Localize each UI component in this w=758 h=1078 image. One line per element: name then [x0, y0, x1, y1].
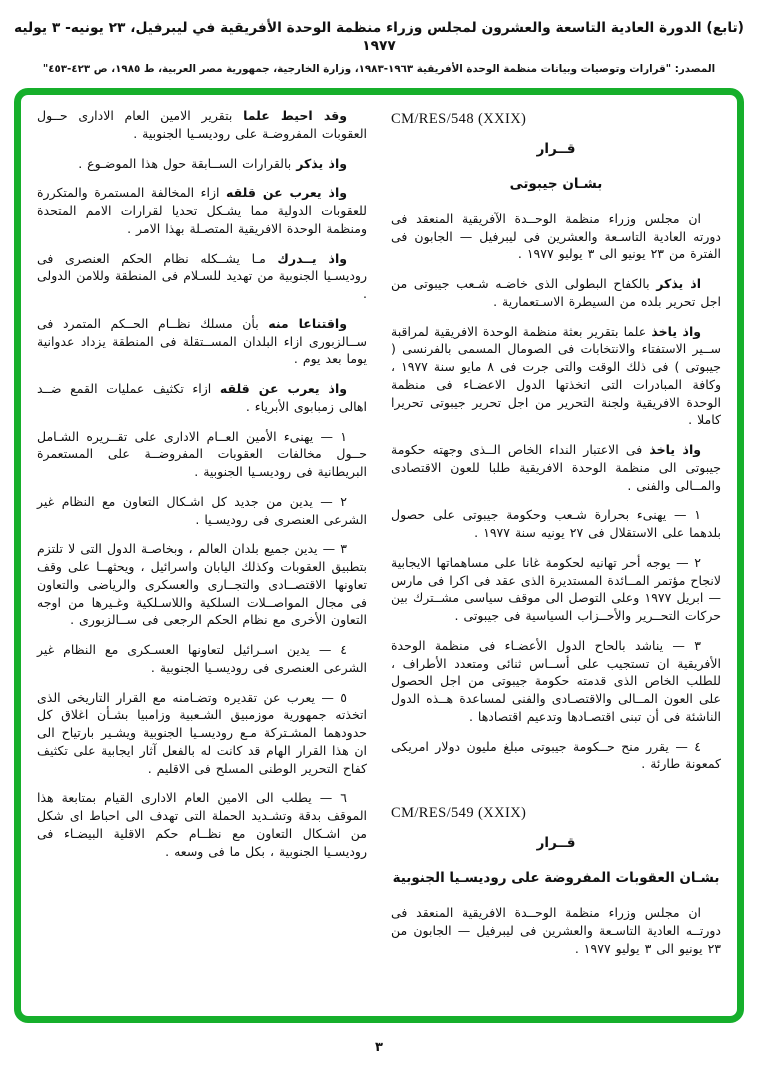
paragraph-lead: وقد احيط علما [243, 108, 347, 123]
paragraph-lead: واذ يــدرك [277, 250, 347, 266]
paragraph: ٣ — يناشد بالحاح الدول الأعضـاء فى منظمة الوحدة الأفريقية ان تستجيب على أســاس ثنائى ومتعدد الأطراف ، للطلب الخاص الذى قدمته حكومة جيبوتى من اجل الحصول على العون المــالى والاقتصـادى والفنى لمساعدة هــذه الدول الناشئة فى أن تبنى اقتصـادها وتدعيم اقتصادها . [391, 637, 721, 724]
paragraph: ان مجلس وزراء منظمة الوحــدة الآفريقية المنعقد فى دورته العادية التاسـعة والعشرين فى ليبرفيل — الجابون فى الفترة من ٢٣ يونيو الى ٣ يوليو ١٩٧٧ . [391, 210, 721, 262]
page-number: ٣ [375, 1040, 383, 1055]
paragraph: ١ — يهنىء بحرارة شـعب وحكومة جيبوتى على حصول بلدهما على الاستقلال فى ٢٧ يونيه سنة ١٩٧٧ . [391, 507, 721, 541]
header-source-line: المصدر: "قرارات وتوصيات وبيانات منظمة الوحدة الأفريقية ١٩٦٣-١٩٨٣، وزارة الخارجية، جمهورية مصر العربية، ط ١٩٨٥، ص ٤٢٣-٤٥٣" [42, 62, 716, 75]
document-body [21, 95, 737, 1016]
paragraph: واذ يعرب عن قلقه ازاء تكثيف عمليات القمع ضــد اهالى زمبابوى الأبرياء . [37, 381, 367, 414]
paragraph: ٤ — يقرر منح حــكومة جيبوتى مبلغ مليون دولار امريكى كمعونة طارئة . [391, 738, 721, 772]
paragraph: واذ ياخذ فى الاعتبار النداء الخاص الــذى وجهته حكومة جيبوتى الى منظمة الوحدة الافريقية طلبا للعون الاقتصادى والمــالى والفنى . [391, 442, 721, 493]
paragraph: واذ ياخذ علما بتقرير بعثة منظمة الوحدة الافريقية لمراقبة ســير الاستفتاء والانتخابات فى الصومال المسمى بالفرنسى ( جيبوتى ) فى ذلك الوقت والتى جرت فى ٨ مايو سنة ١٩٧٧ ، وكافة المبادرات التى اتخذتها الدول الاعضـاء فى منظمة الوحدة الافريقية ولجنة التحرير من اجل تحرير جيبوتى تحريرا كاملا . [391, 323, 721, 428]
paragraph: ٦ — يطلب الى الامين العام الادارى القيام بمتابعة هذا الموقف بدقة وتشـديد الحملة التى تهدف الى احباط اى شكل من اشـكال التعاون مع نظــام حكم الاقلية البيضـاء فى روديسـيا الجنوبية ، بكل ما فى وسعه . [37, 790, 367, 859]
paragraph: ٤ — يدين اسـرائيل لتعاونها العسـكرى مع النظام غير الشرعى العنصرى فى روديسـيا الجنوبية . [37, 642, 367, 675]
left-column [37, 107, 367, 1008]
paragraph: ان مجلس وزراء منظمة الوحــدة الافريقية المنعقد فى دورتــه العادية التاسـعة والعشرين فى ليبرفيل — الجابون من ٢٣ يونيو الى ٣ يوليو ١٩٧٧ . [391, 905, 721, 956]
page-header [0, 20, 758, 75]
paragraph-lead: واذ يعرب عن قلقه [219, 381, 348, 396]
resolution-heading: قــرار [536, 140, 576, 157]
green-border-frame [14, 88, 744, 1023]
paragraph: ٥ — يعرب عن تقديره وتضـامنه مع القرار التاريخى الذى اتخذته جمهورية موزمبيق الشـعبية وزامبيا بشـأن اغلاق كل حدودهما المشـتركة مـع روديسـيا الجنوبية ويشـير بارتياح الى ان هذا القرار الهام قد كانت له بالفعل آثار ايجابية على تكثيف كفاح التحرير الوطنى المسلح فى الاقليم . [37, 689, 367, 776]
resolution-heading: قــرار [536, 834, 576, 851]
paragraph: ٣ — يدين جميع بلدان العالم ، وبخاصـة الدول التى لا تلتزم بتطبيق العقوبات وكذلك اليابان واسرائيل ، ويحثهــا على وقف تعاونها الاقتصــادى والتجــارى والعسكرى والرياضى والتعاون فى مجال المواصــلات السلكية واللاسـلكية وغـيرها من اوجه التعاون الأخرى مع نظام الحكم الرجعى فى ســالزبورى . [37, 541, 367, 628]
paragraph: واذ يــدرك مـا يشــكله نظام الحكم العنصرى فى روديسـيا الجنوبية من تهديد للسـلام فى المنطقة وللامن الدولى . [37, 250, 367, 301]
paragraph-lead: واذ ياخذ [651, 323, 702, 339]
doc-ref: CM/RES/548 (XXIX) [391, 111, 527, 127]
paragraph-lead: واذ ياخذ [649, 442, 702, 458]
paragraph: واذ يعرب عن قلقه ازاء المخالفة المستمرة والمتكررة للعقوبات الدولية مما يشـكل تحديا لقرارات الامم المتحدة ومنظمة الوحدة الافريقية المتصـلة بهذا الامر . [37, 185, 367, 236]
header-session-title: (تابع) الدورة العادية التاسعة والعشرون لمجلس وزراء منظمة الوحدة الأفريقية في ليبرفيل، ٢٣ يونيه- ٣ يوليه ١٩٧٧ [14, 20, 744, 54]
paragraph: واذ يذكر بالقرارات الســابقة حول هذا الموضـوع . [78, 155, 347, 171]
resolution-subject: بشـان العقوبات المفروضة على روديسـيا الجنوبية [392, 869, 720, 886]
paragraph: اذ يذكر بالكفاح البطولى الذى خاضـه شـعب جيبوتى من اجل تحرير بلده من السيطرة الاسـتعمارية . [391, 276, 721, 309]
right-column [391, 107, 721, 1008]
paragraph: واقتناعا منه بأن مسلك نظــام الحــكم المتمرد فى ســالزبورى ازاء البلدان المســتقلة فى المنطقة يزداد عدوانية يوما بعد يوم . [37, 315, 367, 367]
paragraph: ١ — يهنىء الأمين العــام الادارى على تقــريره الشـامل حــول مخالفات العقوبات المفروضــة على المستعمرة البريطانية فى روديسـيا الجنوبية . [37, 428, 367, 479]
paragraph-lead: واذ يذكر [296, 155, 347, 171]
paragraph: ٢ — يدين من جديد كل اشـكال التعاون مع النظام غير الشرعى العنصرى فى روديسـيا . [37, 493, 367, 527]
paragraph: وقد احيط علما بتقرير الامين العام الادارى حــول العقوبات المفروضـة على روديسـيا الجنوبية . [37, 108, 367, 141]
resolution-subject: بشـان جيبوتى [509, 175, 603, 192]
paragraph-lead: اذ يذكر [656, 276, 701, 292]
paragraph-lead: واقتناعا منه [268, 315, 347, 331]
doc-ref: CM/RES/549 (XXIX) [391, 805, 527, 822]
paragraph: ٢ — يوجه أحر تهانيه لحكومة غانا على مساهماتها الايجابية لانجاح مؤتمر المــائدة المستديرة الذى عقد فى اكرا فى مارس— ابريل ١٩٧٧ وعلى التوصل الى موقف سياسى مشــترك بين حركات التحــرير والأحــزاب السياسية فى جيبوتى . [391, 554, 721, 624]
paragraph-lead: واذ يعرب عن قلقه [226, 185, 348, 201]
